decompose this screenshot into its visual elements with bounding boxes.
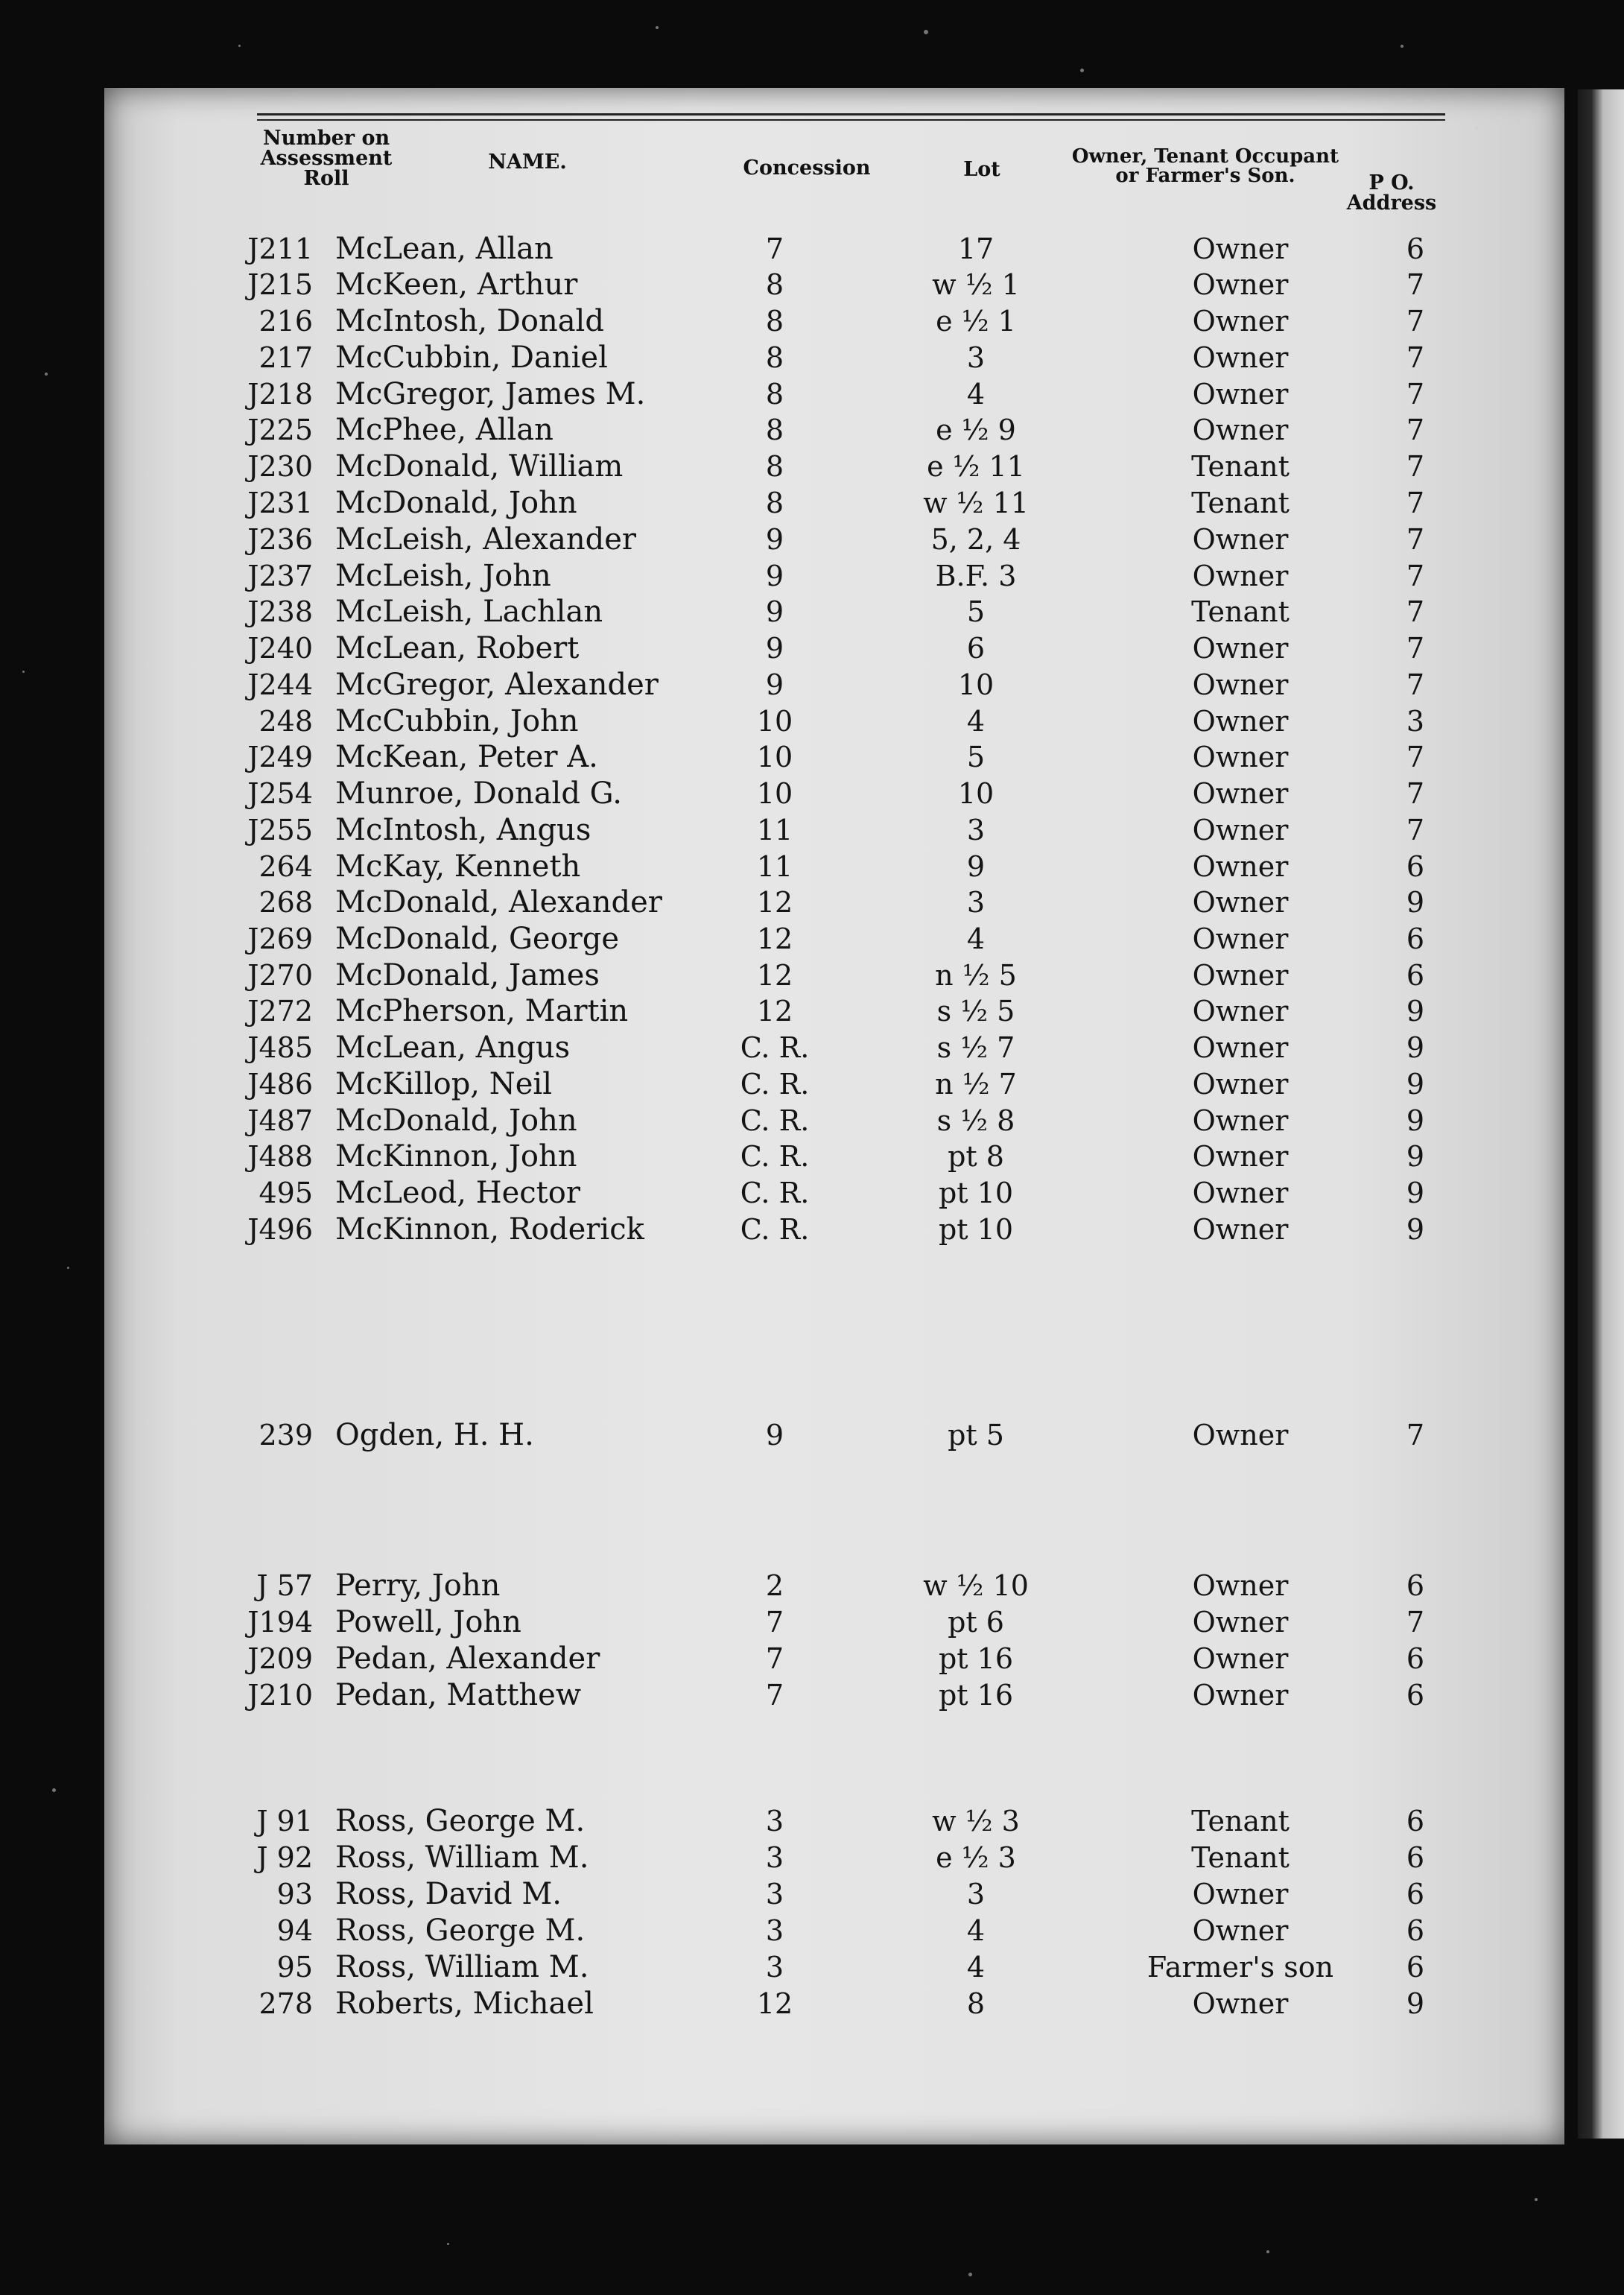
po-address-cell: 6 bbox=[1406, 1878, 1425, 1911]
concession-cell: 3 bbox=[765, 1914, 784, 1947]
concession-cell: 12 bbox=[756, 1987, 793, 2020]
status-cell: Owner bbox=[1192, 523, 1289, 556]
person-name: McKay, Kenneth bbox=[335, 849, 581, 884]
person-name: McDonald, James bbox=[335, 958, 600, 993]
status-cell: Tenant bbox=[1191, 595, 1290, 628]
roll-number: J240 bbox=[247, 632, 313, 665]
person-name: Ross, George M. bbox=[335, 1913, 586, 1948]
film-speck bbox=[45, 373, 48, 376]
table-row bbox=[0, 993, 1624, 1029]
po-address-cell: 9 bbox=[1406, 1177, 1425, 1209]
po-address-cell: 7 bbox=[1406, 777, 1425, 810]
concession-cell: 3 bbox=[765, 1805, 784, 1837]
po-address-cell: 7 bbox=[1406, 523, 1425, 556]
person-name: McLean, Angus bbox=[335, 1031, 571, 1065]
status-cell: Owner bbox=[1192, 560, 1289, 592]
person-name: Ross, George M. bbox=[335, 1804, 586, 1838]
film-speck bbox=[22, 671, 25, 673]
header-number: Number on Assessment Roll bbox=[260, 127, 393, 190]
lot-cell: pt 5 bbox=[948, 1419, 1004, 1452]
lot-cell: 4 bbox=[966, 1951, 986, 1984]
person-name: McLeish, John bbox=[335, 559, 551, 593]
lot-cell: pt 16 bbox=[938, 1642, 1014, 1675]
concession-cell: 8 bbox=[765, 268, 784, 301]
status-cell: Owner bbox=[1192, 414, 1289, 446]
concession-cell: 12 bbox=[756, 959, 793, 992]
po-address-cell: 9 bbox=[1406, 1104, 1425, 1137]
table-row bbox=[0, 231, 1624, 267]
po-address-cell: 6 bbox=[1406, 1679, 1425, 1712]
lot-cell: n ½ 7 bbox=[935, 1068, 1017, 1101]
person-name: McPherson, Martin bbox=[335, 994, 629, 1028]
status-cell: Owner bbox=[1192, 1569, 1289, 1602]
table-row bbox=[0, 1139, 1624, 1174]
lot-cell: 3 bbox=[966, 1878, 986, 1911]
lot-cell: pt 16 bbox=[938, 1679, 1014, 1712]
roll-number: J270 bbox=[247, 959, 313, 992]
po-address-cell: 7 bbox=[1406, 414, 1425, 446]
roll-number: J210 bbox=[247, 1679, 313, 1712]
status-cell: Owner bbox=[1192, 232, 1289, 265]
status-cell: Owner bbox=[1192, 995, 1289, 1028]
roll-number: J486 bbox=[247, 1068, 313, 1101]
table-row bbox=[0, 812, 1624, 848]
person-name: McCubbin, John bbox=[335, 704, 579, 738]
lot-cell: s ½ 8 bbox=[936, 1104, 1015, 1137]
lot-cell: 5, 2, 4 bbox=[930, 523, 1021, 556]
roll-number: J 57 bbox=[256, 1569, 313, 1602]
po-address-cell: 9 bbox=[1406, 1987, 1425, 2020]
person-name: Ross, William M. bbox=[335, 1840, 589, 1875]
roll-number: 93 bbox=[276, 1878, 313, 1911]
person-name: McIntosh, Angus bbox=[335, 813, 591, 847]
table-row bbox=[0, 667, 1624, 703]
lot-cell: 17 bbox=[957, 232, 995, 265]
status-cell: Owner bbox=[1192, 814, 1289, 846]
po-address-cell: 6 bbox=[1406, 1841, 1425, 1874]
lot-cell: 10 bbox=[957, 668, 995, 701]
header-name: NAME. bbox=[488, 151, 567, 174]
person-name: Roberts, Michael bbox=[335, 1987, 594, 2021]
lot-cell: 10 bbox=[957, 777, 995, 810]
status-cell: Tenant bbox=[1191, 1841, 1290, 1874]
table-row bbox=[0, 1604, 1624, 1640]
po-address-cell: 9 bbox=[1406, 1140, 1425, 1173]
lot-cell: 4 bbox=[966, 705, 986, 738]
concession-cell: 3 bbox=[765, 1878, 784, 1911]
person-name: McDonald, George bbox=[335, 922, 620, 956]
person-name: Powell, John bbox=[335, 1605, 521, 1639]
po-address-cell: 7 bbox=[1406, 378, 1425, 411]
po-address-cell: 7 bbox=[1406, 741, 1425, 773]
po-address-cell: 7 bbox=[1406, 668, 1425, 701]
roll-number: J272 bbox=[247, 995, 313, 1028]
lot-cell: 3 bbox=[966, 886, 986, 919]
status-cell: Owner bbox=[1192, 850, 1289, 883]
status-cell: Owner bbox=[1192, 705, 1289, 738]
lot-cell: e ½ 9 bbox=[936, 414, 1016, 446]
concession-cell: 9 bbox=[765, 668, 784, 701]
roll-number: J230 bbox=[247, 450, 313, 483]
person-name: McCubbin, Daniel bbox=[335, 341, 608, 375]
concession-cell: 9 bbox=[765, 1419, 784, 1452]
person-name: McDonald, John bbox=[335, 1104, 577, 1138]
roll-number: J238 bbox=[247, 595, 313, 628]
table-row bbox=[0, 1066, 1624, 1102]
person-name: McDonald, Alexander bbox=[335, 885, 662, 919]
po-address-cell: 9 bbox=[1406, 995, 1425, 1028]
person-name: McGregor, James M. bbox=[335, 377, 646, 411]
table-row bbox=[0, 267, 1624, 303]
concession-cell: 11 bbox=[756, 814, 793, 846]
status-cell: Owner bbox=[1192, 341, 1289, 374]
status-cell: Owner bbox=[1192, 1878, 1289, 1911]
table-row bbox=[0, 1913, 1624, 1949]
lot-cell: w ½ 10 bbox=[923, 1569, 1029, 1602]
po-address-cell: 9 bbox=[1406, 1068, 1425, 1101]
roll-number: 495 bbox=[258, 1177, 313, 1209]
table-row bbox=[0, 884, 1624, 920]
po-address-cell: 6 bbox=[1406, 232, 1425, 265]
po-address-cell: 9 bbox=[1406, 1213, 1425, 1246]
film-speck bbox=[924, 30, 928, 34]
concession-cell: C. R. bbox=[740, 1031, 810, 1064]
table-row bbox=[0, 340, 1624, 376]
roll-number: J211 bbox=[247, 232, 313, 265]
status-cell: Owner bbox=[1192, 1140, 1289, 1173]
roll-number: J249 bbox=[247, 741, 313, 773]
lot-cell: s ½ 7 bbox=[936, 1031, 1015, 1064]
po-address-cell: 7 bbox=[1406, 450, 1425, 483]
roll-number: J231 bbox=[247, 487, 313, 519]
table-row bbox=[0, 957, 1624, 993]
status-cell: Owner bbox=[1192, 1679, 1289, 1712]
po-address-cell: 7 bbox=[1406, 1606, 1425, 1639]
roll-number: J269 bbox=[247, 922, 313, 955]
person-name: McKillop, Neil bbox=[335, 1067, 552, 1101]
roll-number: 278 bbox=[258, 1987, 313, 2020]
person-name: McKinnon, John bbox=[335, 1139, 577, 1174]
roll-number: 248 bbox=[258, 705, 313, 738]
table-row bbox=[0, 1030, 1624, 1066]
person-name: Perry, John bbox=[335, 1568, 501, 1603]
header-concession: Concession bbox=[743, 156, 871, 180]
lot-cell: 3 bbox=[966, 341, 986, 374]
lot-cell: pt 10 bbox=[938, 1177, 1014, 1209]
person-name: McKinnon, Roderick bbox=[335, 1212, 644, 1247]
header-owner: Owner, Tenant Occupant or Farmer's Son. bbox=[1071, 145, 1339, 187]
roll-number: J215 bbox=[247, 268, 313, 301]
table-row bbox=[0, 1986, 1624, 2022]
status-cell: Owner bbox=[1192, 632, 1289, 665]
status-cell: Farmer's son bbox=[1146, 1951, 1334, 1984]
concession-cell: 7 bbox=[765, 1679, 784, 1712]
header-po: P O. Address bbox=[1346, 171, 1437, 215]
table-row bbox=[0, 558, 1624, 594]
roll-number: J488 bbox=[247, 1140, 313, 1173]
table-row bbox=[0, 739, 1624, 775]
person-name: McLeish, Lachlan bbox=[335, 595, 603, 629]
po-address-cell: 9 bbox=[1406, 886, 1425, 919]
concession-cell: 9 bbox=[765, 595, 784, 628]
status-cell: Tenant bbox=[1191, 487, 1290, 519]
status-cell: Owner bbox=[1192, 959, 1289, 992]
table-row bbox=[0, 776, 1624, 811]
roll-number: J194 bbox=[247, 1606, 313, 1639]
film-speck bbox=[656, 26, 659, 29]
table-row bbox=[0, 1417, 1624, 1453]
person-name: Ross, William M. bbox=[335, 1950, 589, 1984]
status-cell: Owner bbox=[1192, 1068, 1289, 1101]
film-speck bbox=[1535, 2198, 1538, 2201]
status-cell: Owner bbox=[1192, 378, 1289, 411]
status-cell: Owner bbox=[1192, 741, 1289, 773]
roll-number: 216 bbox=[258, 305, 313, 338]
lot-cell: 9 bbox=[966, 850, 986, 883]
concession-cell: 8 bbox=[765, 341, 784, 374]
person-name: McGregor, Alexander bbox=[335, 668, 659, 702]
po-address-cell: 7 bbox=[1406, 341, 1425, 374]
po-address-cell: 6 bbox=[1406, 1914, 1425, 1947]
po-address-cell: 9 bbox=[1406, 1031, 1425, 1064]
concession-cell: C. R. bbox=[740, 1104, 810, 1137]
roll-number: 217 bbox=[258, 341, 313, 374]
concession-cell: 8 bbox=[765, 378, 784, 411]
table-row bbox=[0, 1677, 1624, 1713]
table-row bbox=[0, 1949, 1624, 1985]
person-name: McDonald, William bbox=[335, 449, 624, 484]
table-row bbox=[0, 1840, 1624, 1875]
roll-number: 239 bbox=[258, 1419, 313, 1452]
roll-number: 95 bbox=[276, 1951, 313, 1984]
po-address-cell: 7 bbox=[1406, 1419, 1425, 1452]
table-row bbox=[0, 1568, 1624, 1604]
concession-cell: 12 bbox=[756, 995, 793, 1028]
film-speck bbox=[447, 2243, 449, 2245]
person-name: Ogden, H. H. bbox=[335, 1418, 534, 1452]
po-address-cell: 6 bbox=[1406, 1951, 1425, 1984]
table-row bbox=[0, 594, 1624, 630]
table-row bbox=[0, 522, 1624, 557]
person-name: McDonald, John bbox=[335, 486, 577, 520]
lot-cell: 8 bbox=[966, 1987, 986, 2020]
person-name: McLeod, Hector bbox=[335, 1176, 580, 1210]
film-speck bbox=[1266, 2250, 1269, 2253]
table-row bbox=[0, 376, 1624, 412]
status-cell: Owner bbox=[1192, 1642, 1289, 1675]
concession-cell: 7 bbox=[765, 232, 784, 265]
table-row bbox=[0, 303, 1624, 339]
film-speck bbox=[1401, 45, 1403, 48]
status-cell: Owner bbox=[1192, 1177, 1289, 1209]
table-row bbox=[0, 1175, 1624, 1211]
roll-number: J485 bbox=[247, 1031, 313, 1064]
po-address-cell: 3 bbox=[1406, 705, 1425, 738]
po-address-cell: 6 bbox=[1406, 922, 1425, 955]
po-address-cell: 7 bbox=[1406, 487, 1425, 519]
po-address-cell: 6 bbox=[1406, 850, 1425, 883]
concession-cell: C. R. bbox=[740, 1177, 810, 1209]
status-cell: Owner bbox=[1192, 668, 1289, 701]
person-name: McLeish, Alexander bbox=[335, 522, 637, 557]
po-address-cell: 7 bbox=[1406, 560, 1425, 592]
roll-number: J496 bbox=[247, 1213, 313, 1246]
person-name: McLean, Robert bbox=[335, 631, 580, 665]
concession-cell: 9 bbox=[765, 560, 784, 592]
roll-number: 264 bbox=[258, 850, 313, 883]
table-row bbox=[0, 703, 1624, 739]
film-speck bbox=[52, 1788, 56, 1792]
po-address-cell: 6 bbox=[1406, 1805, 1425, 1837]
status-cell: Owner bbox=[1192, 1419, 1289, 1452]
lot-cell: w ½ 3 bbox=[932, 1805, 1020, 1837]
table-row bbox=[0, 412, 1624, 448]
lot-cell: w ½ 11 bbox=[923, 487, 1029, 519]
po-address-cell: 7 bbox=[1406, 632, 1425, 665]
status-cell: Owner bbox=[1192, 1606, 1289, 1639]
person-name: Ross, David M. bbox=[335, 1877, 562, 1911]
concession-cell: 10 bbox=[756, 741, 793, 773]
lot-cell: 5 bbox=[966, 595, 986, 628]
concession-cell: 11 bbox=[756, 850, 793, 883]
roll-number: J218 bbox=[247, 378, 313, 411]
table-row bbox=[0, 849, 1624, 884]
status-cell: Owner bbox=[1192, 922, 1289, 955]
lot-cell: s ½ 5 bbox=[936, 995, 1015, 1028]
table-row bbox=[0, 449, 1624, 484]
lot-cell: B.F. 3 bbox=[935, 560, 1017, 592]
concession-cell: 3 bbox=[765, 1841, 784, 1874]
table-row bbox=[0, 921, 1624, 957]
concession-cell: 3 bbox=[765, 1951, 784, 1984]
status-cell: Owner bbox=[1192, 1031, 1289, 1064]
lot-cell: pt 6 bbox=[948, 1606, 1004, 1639]
concession-cell: C. R. bbox=[740, 1213, 810, 1246]
header-lot: Lot bbox=[963, 158, 1000, 181]
status-cell: Tenant bbox=[1191, 450, 1290, 483]
status-cell: Owner bbox=[1192, 305, 1289, 338]
lot-cell: 4 bbox=[966, 378, 986, 411]
status-cell: Owner bbox=[1192, 886, 1289, 919]
table-row bbox=[0, 1803, 1624, 1839]
film-speck bbox=[968, 2273, 972, 2276]
po-address-cell: 7 bbox=[1406, 268, 1425, 301]
table-row bbox=[0, 630, 1624, 666]
table-row bbox=[0, 1212, 1624, 1247]
table-row bbox=[0, 1641, 1624, 1677]
film-speck bbox=[1475, 127, 1479, 130]
concession-cell: 2 bbox=[765, 1569, 784, 1602]
lot-cell: pt 8 bbox=[948, 1140, 1004, 1173]
roll-number: J236 bbox=[247, 523, 313, 556]
lot-cell: 4 bbox=[966, 1914, 986, 1947]
roll-number: J255 bbox=[247, 814, 313, 846]
status-cell: Owner bbox=[1192, 777, 1289, 810]
table-row bbox=[0, 485, 1624, 521]
table-row bbox=[0, 1103, 1624, 1139]
lot-cell: n ½ 5 bbox=[935, 959, 1017, 992]
po-address-cell: 7 bbox=[1406, 305, 1425, 338]
concession-cell: 8 bbox=[765, 305, 784, 338]
concession-cell: 9 bbox=[765, 523, 784, 556]
lot-cell: e ½ 3 bbox=[936, 1841, 1016, 1874]
roll-number: 268 bbox=[258, 886, 313, 919]
po-address-cell: 6 bbox=[1406, 1569, 1425, 1602]
person-name: McLean, Allan bbox=[335, 232, 554, 266]
roll-number: J237 bbox=[247, 560, 313, 592]
person-name: Pedan, Alexander bbox=[335, 1642, 600, 1676]
concession-cell: 12 bbox=[756, 922, 793, 955]
table-row bbox=[0, 1876, 1624, 1912]
concession-cell: 8 bbox=[765, 487, 784, 519]
concession-cell: 8 bbox=[765, 450, 784, 483]
lot-cell: 6 bbox=[966, 632, 986, 665]
roll-number: J254 bbox=[247, 777, 313, 810]
concession-cell: 10 bbox=[756, 705, 793, 738]
lot-cell: 3 bbox=[966, 814, 986, 846]
roll-number: J 92 bbox=[256, 1841, 313, 1874]
concession-cell: 7 bbox=[765, 1606, 784, 1639]
film-speck bbox=[1080, 69, 1084, 72]
po-address-cell: 6 bbox=[1406, 1642, 1425, 1675]
person-name: McPhee, Allan bbox=[335, 413, 554, 447]
roll-number: J209 bbox=[247, 1642, 313, 1675]
person-name: Munroe, Donald G. bbox=[335, 776, 622, 811]
po-address-cell: 7 bbox=[1406, 814, 1425, 846]
film-speck bbox=[67, 1267, 69, 1269]
lot-cell: 5 bbox=[966, 741, 986, 773]
status-cell: Owner bbox=[1192, 1104, 1289, 1137]
roll-number: J225 bbox=[247, 414, 313, 446]
status-cell: Tenant bbox=[1191, 1805, 1290, 1837]
roll-number: J 91 bbox=[256, 1805, 313, 1837]
film-speck bbox=[238, 45, 241, 47]
status-cell: Owner bbox=[1192, 1987, 1289, 2020]
lot-cell: w ½ 1 bbox=[932, 268, 1020, 301]
concession-cell: C. R. bbox=[740, 1068, 810, 1101]
roll-number: J244 bbox=[247, 668, 313, 701]
roll-number: J487 bbox=[247, 1104, 313, 1137]
po-address-cell: 7 bbox=[1406, 595, 1425, 628]
person-name: McIntosh, Donald bbox=[335, 304, 604, 338]
lot-cell: pt 10 bbox=[938, 1213, 1014, 1246]
status-cell: Owner bbox=[1192, 268, 1289, 301]
lot-cell: 4 bbox=[966, 922, 986, 955]
lot-cell: e ½ 11 bbox=[927, 450, 1025, 483]
concession-cell: 10 bbox=[756, 777, 793, 810]
roll-number: 94 bbox=[276, 1914, 313, 1947]
concession-cell: 7 bbox=[765, 1642, 784, 1675]
person-name: Pedan, Matthew bbox=[335, 1678, 582, 1712]
person-name: McKeen, Arthur bbox=[335, 268, 578, 302]
po-address-cell: 6 bbox=[1406, 959, 1425, 992]
concession-cell: 12 bbox=[756, 886, 793, 919]
concession-cell: 9 bbox=[765, 632, 784, 665]
status-cell: Owner bbox=[1192, 1213, 1289, 1246]
status-cell: Owner bbox=[1192, 1914, 1289, 1947]
lot-cell: e ½ 1 bbox=[936, 305, 1016, 338]
concession-cell: 8 bbox=[765, 414, 784, 446]
concession-cell: C. R. bbox=[740, 1140, 810, 1173]
person-name: McKean, Peter A. bbox=[335, 740, 598, 774]
